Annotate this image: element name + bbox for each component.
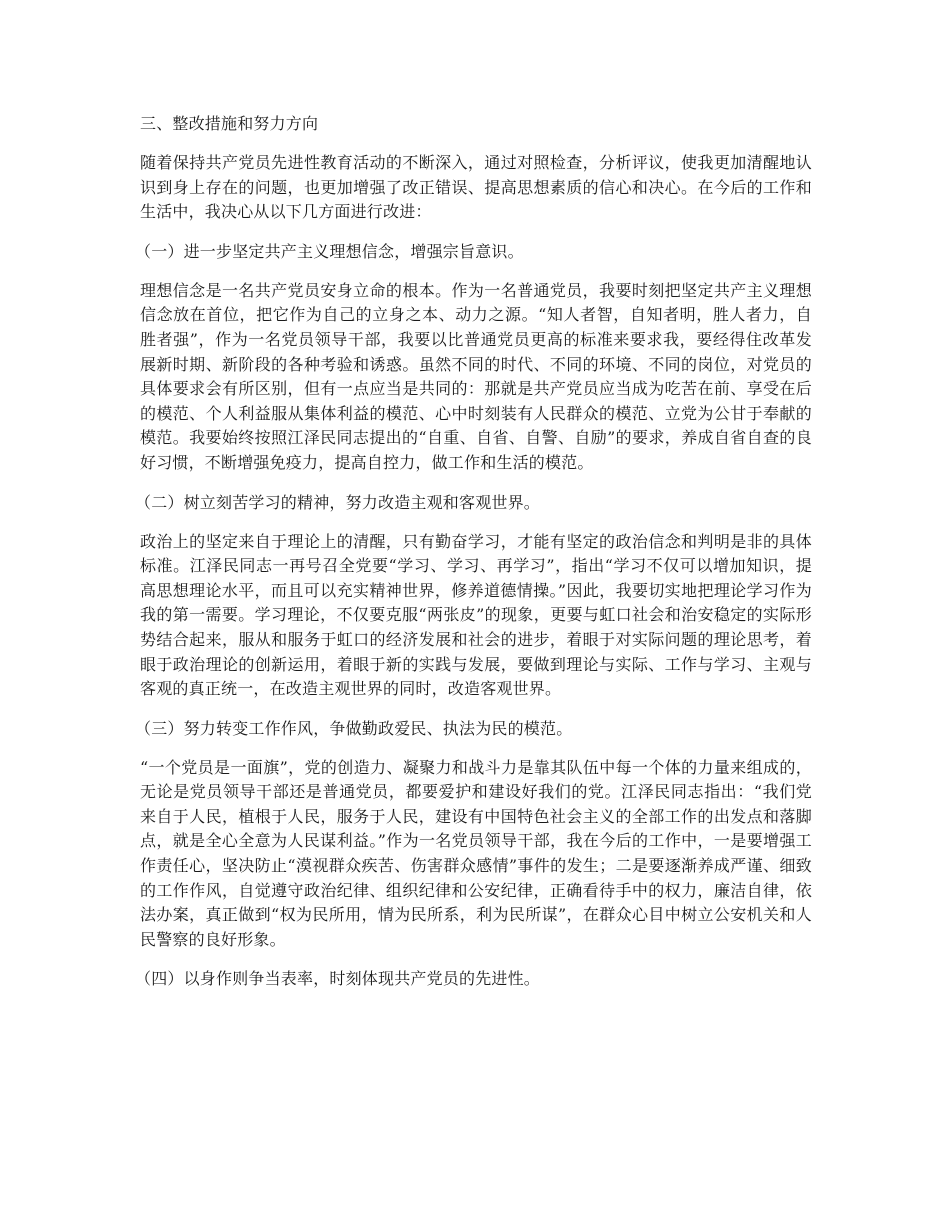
subsection-title-3: （三）努力转变工作作风，争做勤政爱民、执法为民的模范。 [135,718,573,738]
document-body [135,112,812,1006]
subsection-body-3: “一个党员是一面旗”，党的创造力、凝聚力和战斗力是靠其队伍中每一个体的力量来组成的，无论是党员领导干部还是普通党员，都要爱护和建设好我们的党。江泽民同志指出：“我们党来自于人民，植根于人民，服务于人民，建设有中国特色社会主义的全部工作的出发点和落脚点，就是全心全意为人民谋利益。”作为一名党员领导干部，我在今后的工作中，一是要增强工作责任心，坚决防止“漠视群众疾苦、伤害群众感情”事件的发生；二是要逐渐养成严谨、细致的工作作风，自觉遵守政治纪律、组织纪律和公安纪律，正确看待手中的权力，廉洁自律，依法办案，真正做到“权为民所用，情为民所系，利为民所谋”，在群众心目中树立公安机关和人民警察的良好形象。 [140,757,812,949]
subsection-body-1: 理想信念是一名共产党员安身立命的根本。作为一名普通党员，我要时刻把坚定共产主义理想信念放在首位，把它作为自己的立身之本、动力之源。“知人者智，自知者明，胜人者力，自胜者强”，作为一名党员领导干部，我要以比普通党员更高的标准来要求我，要经得住改革发展新时期、新阶段的各种考验和诱惑。虽然不同的时代、不同的环境、不同的岗位，对党员的具体要求会有所区别，但有一点应当是共同的：那就是共产党员应当成为吃苦在前、享受在后的模范、个人利益服从集体利益的模范、心中时刻装有人民群众的模范、立党为公甘于奉献的模范。我要始终按照江泽民同志提出的“自重、自省、自警、自励”的要求，养成自省自查的良好习惯，不断增强免疫力，提高自控力，做工作和生活的模范。 [140,280,812,472]
subsection-body-2: 政治上的坚定来自于理论上的清醒，只有勤奋学习，才能有坚定的政治信念和判明是非的具体标准。江泽民同志一再号召全党要“学习、学习、再学习”，指出“学习不仅可以增加知识，提高思想理论水平，而且可以充实精神世界，修养道德情操。”因此，我要切实地把理论学习作为我的第一需要。学习理论，不仅要克服“两张皮”的现象，更要与虹口社会和治安稳定的实际形势结合起来，服从和服务于虹口的经济发展和社会的进步，着眼于对实际问题的理论思考，着眼于政治理论的创新运用，着眼于新的实践与发展，要做到理论与实际、工作与学习、主观与客观的真正统一，在改造主观世界的同时，改造客观世界。 [140,531,812,699]
subsection-title-2: （二）树立刻苦学习的精神，努力改造主观和客观世界。 [135,492,541,512]
intro-paragraph: 随着保持共产党员先进性教育活动的不断深入，通过对照检查，分析评议，使我更加清醒地认识到身上存在的问题，也更加增强了改正错误、提高思想素质的信心和决心。在今后的工作和生活中，我决心从以下几方面进行改进： [140,153,812,222]
subsection-title-1: （一）进一步坚定共产主义理想信念，增强宗旨意识。 [135,241,524,261]
section-heading: 三、整改措施和努力方向 [140,114,319,133]
subsection-title-4: （四）以身作则争当表率，时刻体现共产党员的先进性。 [135,969,541,989]
